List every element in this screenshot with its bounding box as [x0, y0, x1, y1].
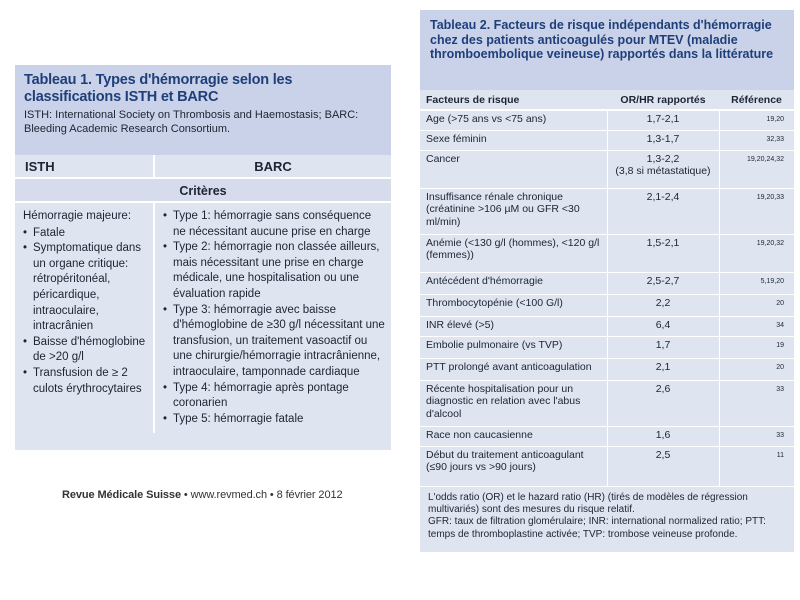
table-row [420, 426, 794, 446]
reference-cell: 11 [719, 446, 794, 486]
ratio-value: 1,3-2,2 [646, 152, 680, 165]
column-header-isth: ISTH [15, 155, 155, 177]
table-row [420, 130, 794, 150]
table-row [420, 336, 794, 358]
list-item: • Fatale [23, 226, 149, 242]
ratio-value: 1,5-2,1 [646, 236, 680, 249]
table-row [420, 110, 794, 130]
ratio-cell [607, 316, 719, 336]
isth-list [23, 226, 149, 398]
risk-factor-cell: Cancer [420, 150, 607, 188]
reference-cell: 20 [719, 294, 794, 316]
reference-cell: 19,20 [719, 110, 794, 130]
ratio-value: 2,5 [655, 448, 671, 461]
reference-cell: 5,19,20 [719, 272, 794, 294]
journal-details: • www.revmed.ch • 8 février 2012 [180, 489, 343, 501]
risk-factor-cell: PTT prolongé avant anticoagulation [420, 358, 607, 380]
journal-name: Revue Médicale Suisse [62, 489, 181, 501]
table-2-notes [420, 487, 794, 547]
ratio-cell [607, 110, 719, 130]
risk-factor-cell: Insuffisance rénale chronique (créatinine >106 µM ou GFR <30 ml/min) [420, 188, 607, 234]
risk-factor-cell: Début du traitement anticoagulant (≤90 jours vs >90 jours) [420, 446, 607, 486]
note-odds-ratio: L'odds ratio (OR) et le hazard ratio (HR) (tirés de modèles de régression multivariés) sont des mesures du risque relatif. [428, 491, 748, 515]
risk-factor-cell: Anémie (<130 g/l (hommes), <120 g/l (femmes)) [420, 234, 607, 272]
ratio-cell [607, 150, 719, 188]
table-row [420, 358, 794, 380]
risk-factor-cell: INR élevé (>5) [420, 316, 607, 336]
ratio-cell [607, 130, 719, 150]
ratio-value: 2,1-2,4 [646, 190, 680, 203]
table-row [420, 150, 794, 188]
barc-column [155, 203, 391, 433]
table-1 [15, 65, 391, 450]
column-header-factor: Facteurs de risque [420, 90, 607, 110]
risk-factor-cell: Sexe féminin [420, 130, 607, 150]
reference-cell: 19 [719, 336, 794, 358]
barc-list [163, 209, 385, 427]
risk-factor-table [420, 90, 794, 487]
column-header-barc: BARC [254, 159, 292, 174]
ratio-cell [607, 380, 719, 426]
risk-factor-cell: Race non caucasienne [420, 426, 607, 446]
reference-cell: 19,20,24,32 [719, 150, 794, 188]
ratio-value: 1,7-2,1 [646, 113, 680, 125]
isth-lead: Hémorragie majeure: [23, 210, 132, 222]
list-item: • Type 2: hémorragie non classée ailleurs, mais nécessitant une prise en charge médicale, une hospitalisation ou une évaluation rapide [163, 240, 385, 302]
table-row [420, 446, 794, 486]
table-1-body [15, 203, 391, 433]
list-item: • Type 4: hémorragie après pontage coronarien [163, 381, 385, 412]
list-item: • Type 3: hémorragie avec baisse d'hémoglobine de ≥30 g/l nécessitant une transfusion, un traitement vasoactif ou une chirurgie/hémorragie intracrânienne, intraoculaire, tamponnade cardiaque [163, 303, 385, 381]
reference-cell: 32,33 [719, 130, 794, 150]
list-item: • Type 1: hémorragie sans conséquence ne nécessitant aucune prise en charge [163, 209, 385, 240]
reference-cell: 20 [719, 358, 794, 380]
journal-footer [62, 489, 343, 501]
list-item: • Baisse d'hémoglobine de >20 g/l [23, 335, 149, 366]
table-row [420, 380, 794, 426]
ratio-cell [607, 188, 719, 234]
ratio-value: 1,3-1,7 [646, 132, 680, 145]
reference-cell: 33 [719, 426, 794, 446]
ratio-value: 2,5-2,7 [646, 274, 680, 287]
table-1-header-row [15, 155, 391, 179]
table-row [420, 294, 794, 316]
reference-cell: 19,20,33 [719, 188, 794, 234]
risk-factor-cell: Antécédent d'hémorragie [420, 272, 607, 294]
risk-factor-rows [420, 110, 794, 486]
ratio-cell [607, 358, 719, 380]
risk-factor-cell: Thrombocytopénie (<100 G/l) [420, 294, 607, 316]
table-1-subtitle: ISTH: International Society on Thrombosis and Haemostasis; BARC: Bleeding Academic Research Consortium. [24, 109, 359, 135]
table-row [420, 316, 794, 336]
table-row [420, 234, 794, 272]
risk-factor-cell: Embolie pulmonaire (vs TVP) [420, 336, 607, 358]
table-1-title: Tableau 1. Types d'hémorragie selon les classifications ISTH et BARC [24, 72, 293, 105]
list-item: • Transfusion de ≥ 2 culots érythrocytaires [23, 366, 149, 397]
table-header-row [420, 90, 794, 110]
ratio-value: 1,7 [655, 338, 671, 351]
ratio-value: 6,4 [655, 318, 671, 331]
reference-cell: 34 [719, 316, 794, 336]
ratio-value: 2,2 [655, 296, 671, 309]
reference-cell: 19,20,32 [719, 234, 794, 272]
list-item: • Symptomatique dans un organe critique: rétropéritonéal, péricardique, intraoculaire, intracrânien [23, 241, 149, 335]
ratio-cell [607, 234, 719, 272]
ratio-cell [607, 446, 719, 486]
ratio-cell [607, 426, 719, 446]
table-1-title-box [15, 65, 391, 155]
table-row [420, 272, 794, 294]
isth-column [15, 203, 155, 433]
table-2 [420, 10, 794, 552]
table-2-title-box [420, 10, 794, 90]
column-header-ratio: OR/HR rapportés [607, 90, 719, 110]
list-item: • Type 5: hémorragie fatale [163, 412, 385, 428]
note-abbreviations: GFR: taux de filtration glomérulaire; INR: international normalized ratio; PTT: temps de thromboplastine activée; TVP: trombose veineuse profonde. [428, 516, 766, 540]
ratio-value: 2,6 [655, 382, 671, 395]
reference-cell: 33 [719, 380, 794, 426]
risk-factor-cell: Age (>75 ans vs <75 ans) [420, 110, 607, 130]
ratio-note: (3,8 si métastatique) [615, 165, 711, 178]
table-row [420, 188, 794, 234]
ratio-value: 1,6 [655, 428, 671, 441]
ratio-value: 2,1 [655, 360, 671, 373]
ratio-cell [607, 294, 719, 316]
criteria-row: Critères [15, 179, 391, 203]
column-header-reference: Référence [719, 90, 794, 110]
ratio-cell [607, 272, 719, 294]
ratio-cell [607, 336, 719, 358]
table-2-title: Tableau 2. Facteurs de risque indépendants d'hémorragie chez des patients anticoagulés pour MTEV (maladie thromboembolique veineuse) rapportés dans la littérature [430, 18, 774, 61]
risk-factor-cell: Récente hospitalisation pour un diagnostic en relation avec l'abus d'alcool [420, 380, 607, 426]
